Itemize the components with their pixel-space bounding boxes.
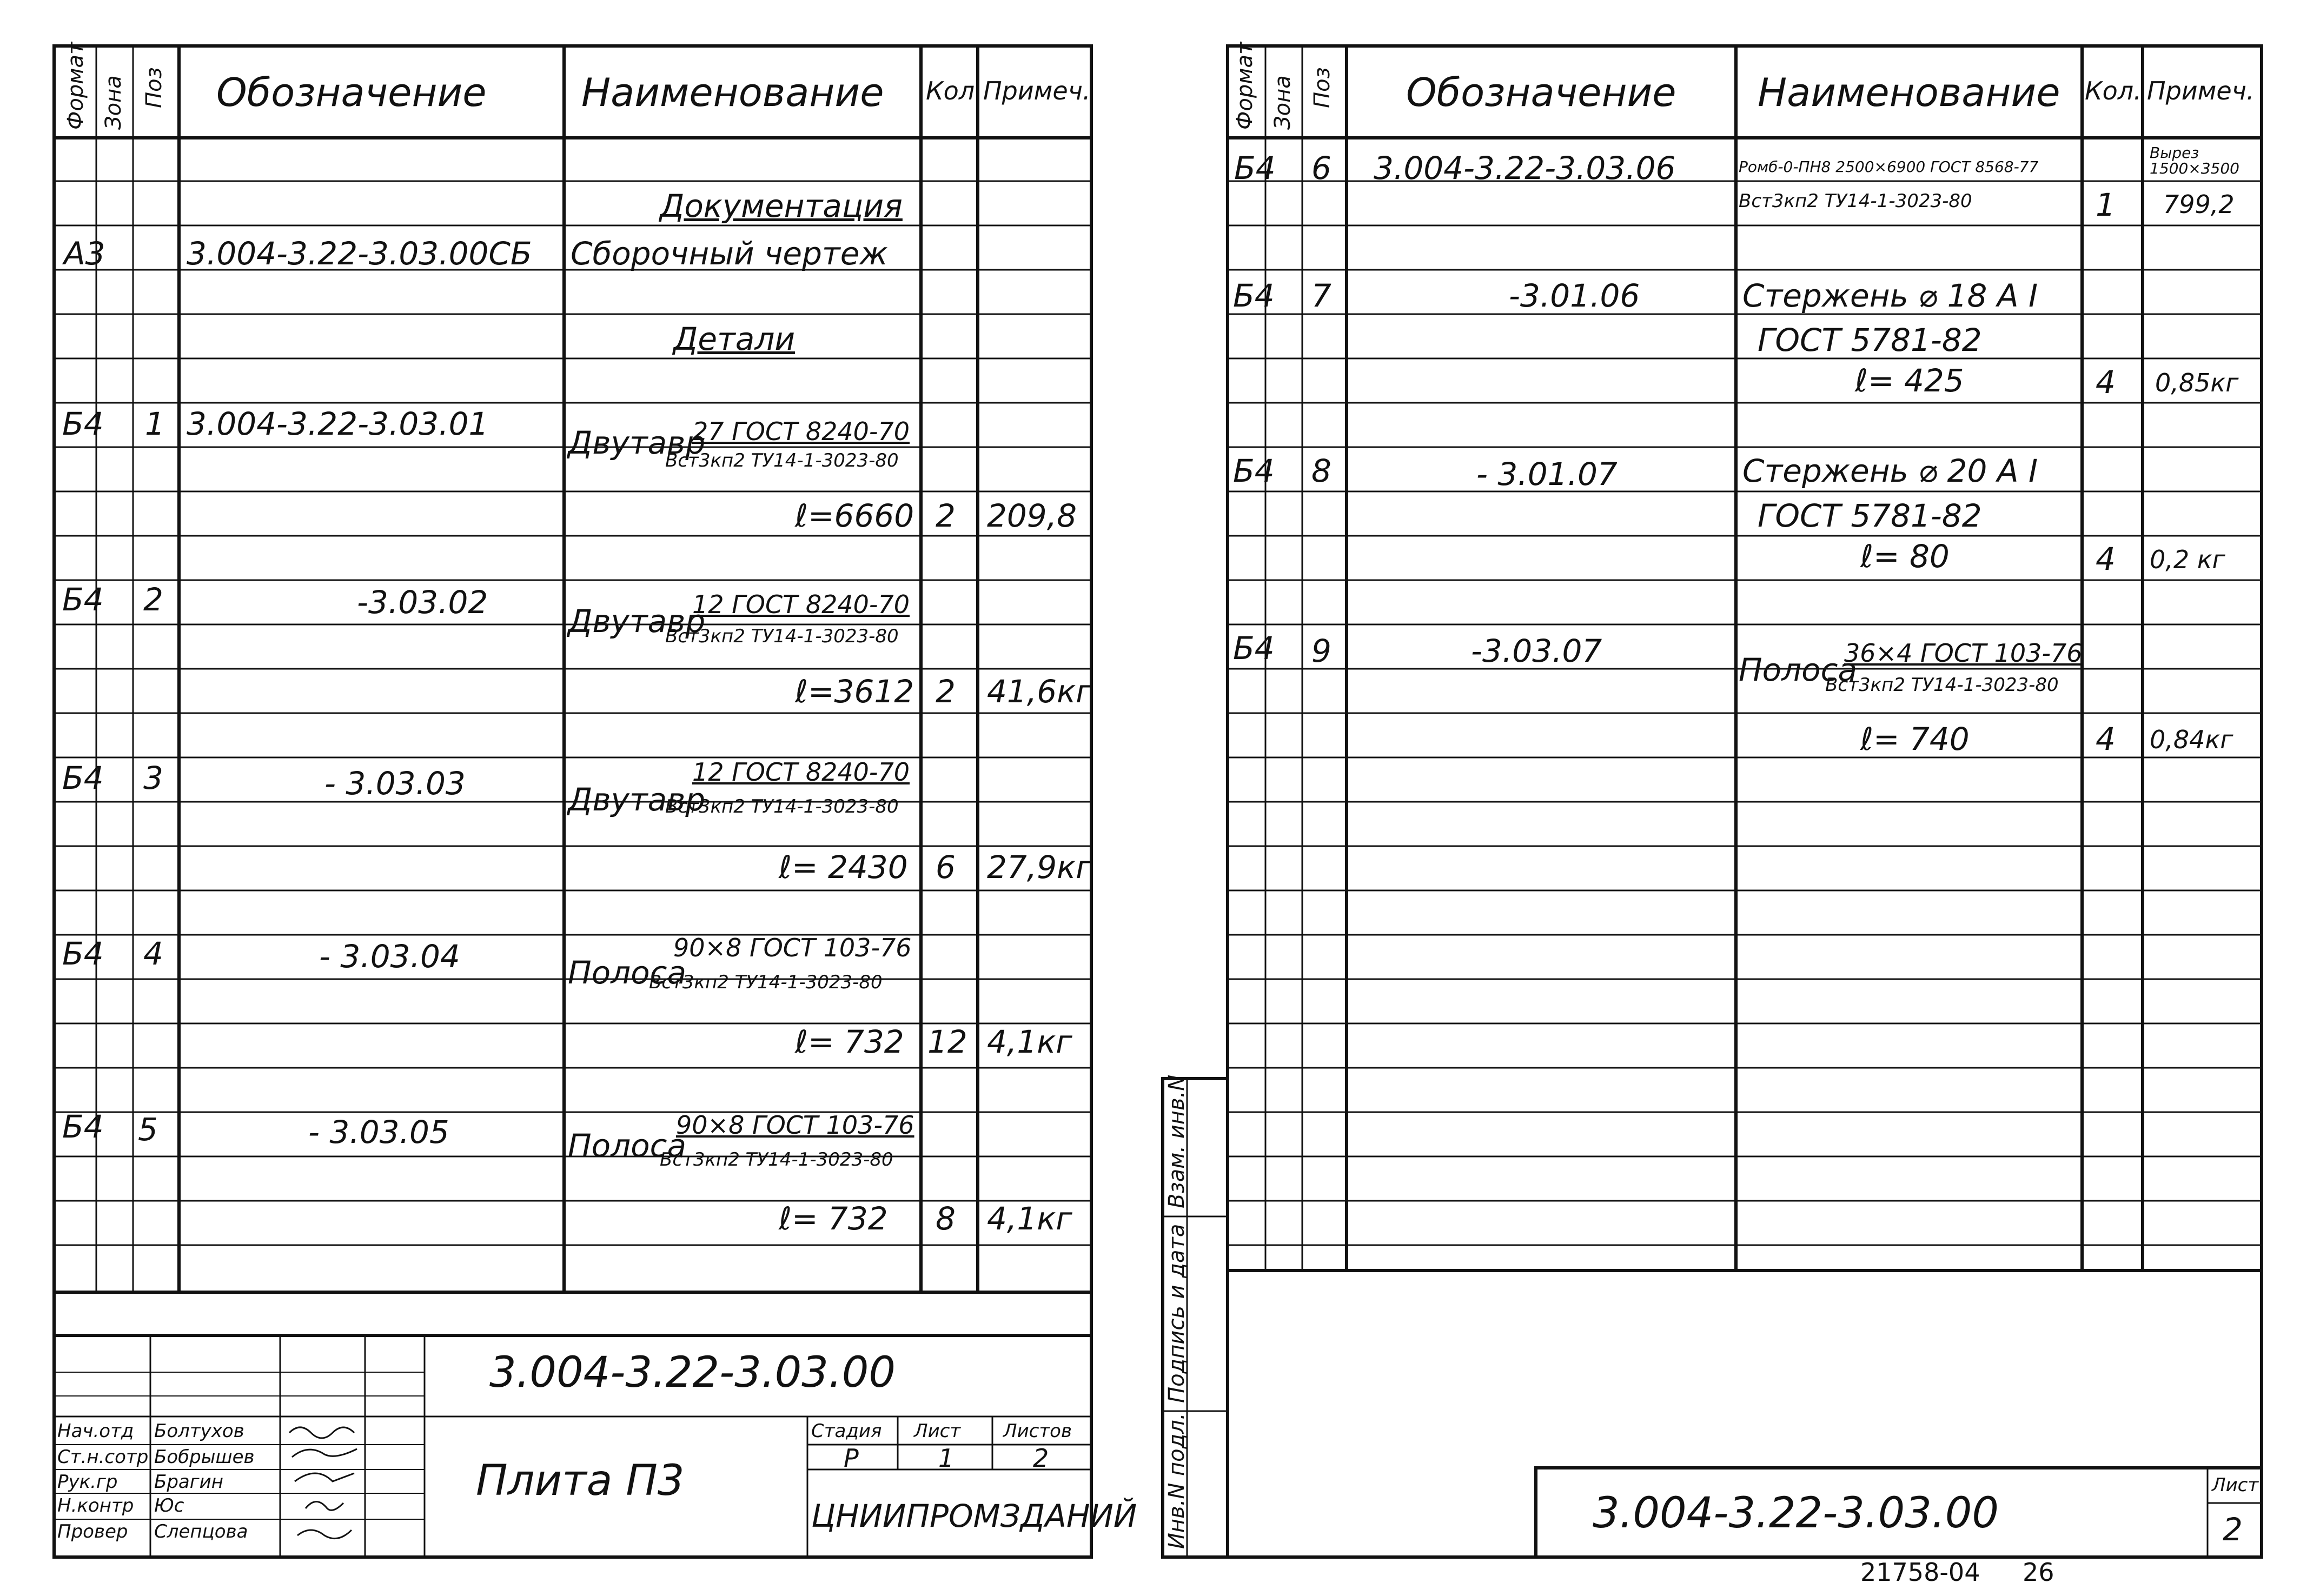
doc-format: А3: [64, 235, 105, 272]
item-pos: 7: [1311, 277, 1331, 314]
role-label: Н.контр: [57, 1495, 134, 1517]
item-spec: 90×8 ГОСТ 103-76: [673, 933, 912, 962]
signatures-image: [284, 1419, 365, 1554]
item-format: Б4: [1234, 150, 1276, 187]
item-qty: 4: [2096, 721, 2116, 757]
item-spec: 27 ГОСТ 8240-70: [692, 417, 910, 446]
item-format: Б4: [1233, 630, 1275, 667]
item-spec: 90×8 ГОСТ 103-76: [676, 1110, 914, 1140]
original-inv-label: Инв.N подл.: [1164, 1413, 1189, 1549]
header-name: Наименование: [581, 70, 884, 115]
header-format: Формат: [63, 42, 88, 130]
item-note-cutout: Вырез 1500×3500: [2150, 144, 2239, 178]
item-format: Б4: [62, 581, 104, 618]
item-length: ℓ= 732: [795, 1023, 904, 1060]
item-designation: -3.03.02: [357, 584, 488, 621]
item-length: ℓ= 732: [779, 1200, 888, 1237]
item-std: ГОСТ 5781-82: [1758, 497, 1982, 534]
section-parts: Детали: [673, 321, 796, 357]
item-note: 0,85кг: [2155, 368, 2239, 397]
item-designation: - 3.03.03: [324, 765, 466, 802]
item-format: Б4: [1233, 277, 1275, 314]
organization: ЦНИИПРОМЗДАНИЙ: [811, 1498, 1137, 1534]
item-note: 27,9кг: [987, 849, 1092, 886]
sheets-label: Листов: [1003, 1420, 1072, 1442]
signature-date-label: Подпись и дата: [1164, 1223, 1189, 1403]
header-designation: Обозначение: [1406, 70, 1676, 115]
item-length: ℓ= 425: [1855, 362, 1964, 399]
item-designation: -3.01.06: [1509, 277, 1640, 314]
item-qty: 4: [2096, 364, 2116, 401]
sheet-value: 2: [2223, 1511, 2243, 1548]
sheet-label: Лист: [914, 1420, 961, 1442]
header-designation: Обозначение: [216, 70, 487, 115]
item-spec: 12 ГОСТ 8240-70: [692, 590, 910, 619]
item-pos: 8: [1311, 453, 1331, 489]
item-length: ℓ=3612: [795, 673, 914, 710]
item-length: ℓ= 740: [1860, 721, 1970, 757]
page-number: 26: [2023, 1558, 2054, 1587]
doc-number: 3.004-3.22-3.03.00: [489, 1348, 896, 1397]
section-documentation: Документация: [660, 188, 903, 224]
doc-name: Сборочный чертеж: [571, 235, 888, 272]
item-name: Ромб-0-ПН8 2500×6900 ГОСТ 8568-77: [1739, 158, 2039, 176]
item-pos: 1: [145, 405, 165, 442]
item-note: 4,1кг: [987, 1200, 1072, 1237]
doc-number: 3.004-3.22-3.03.00: [1593, 1489, 1999, 1538]
role-label: Провер: [57, 1521, 128, 1542]
sheet-label: Лист: [2212, 1474, 2259, 1496]
item-spec: 12 ГОСТ 8240-70: [692, 757, 910, 787]
header-qty: Кол.: [926, 76, 983, 105]
person-name: Бобрышев: [154, 1446, 255, 1468]
item-note: 209,8: [987, 497, 1077, 534]
item-pos: 4: [143, 935, 163, 972]
header-zone: Зона: [101, 75, 126, 130]
role-label: Рук.гр: [57, 1471, 118, 1493]
item-pos: 2: [143, 581, 163, 618]
item-pos: 3: [143, 760, 163, 796]
item-designation: -3.03.07: [1471, 633, 1602, 669]
item-note: 0,2 кг: [2150, 545, 2225, 574]
item-length: ℓ= 80: [1860, 538, 1950, 575]
sheet-value: 1: [938, 1444, 955, 1473]
item-format: Б4: [1233, 453, 1275, 489]
item-designation: - 3.03.04: [319, 938, 460, 975]
header-zone: Зона: [1270, 75, 1295, 130]
item-note: 799,2: [2163, 190, 2235, 219]
item-material: Вст3кп2 ТУ14-1-3023-80: [660, 1149, 893, 1171]
item-name: Полоса: [568, 1127, 687, 1164]
item-note: 0,84кг: [2150, 725, 2233, 754]
header-pos: Поз: [142, 67, 167, 108]
sheets-value: 2: [1033, 1444, 1049, 1473]
item-format: Б4: [62, 405, 104, 442]
doc-designation: 3.004-3.22-3.03.00СБ: [187, 235, 532, 272]
person-name: Болтухов: [154, 1420, 244, 1442]
item-name: Двутавр: [568, 424, 706, 461]
item-qty: 2: [936, 497, 956, 534]
item-note: 4,1кг: [987, 1023, 1072, 1060]
item-std: ГОСТ 5781-82: [1758, 322, 1982, 358]
item-qty: 2: [936, 673, 956, 710]
person-name: Юс: [154, 1495, 184, 1517]
item-qty: 1: [2096, 187, 2116, 223]
item-name: Полоса: [1739, 651, 1858, 688]
right-sheet-grid: [1163, 46, 2262, 1557]
item-designation: 3.004-3.22-3.03.01: [187, 405, 489, 442]
item-pos: 6: [1311, 150, 1331, 187]
item-name: Стержень ⌀ 20 А I: [1742, 453, 2038, 489]
drawing-title: Плита П3: [476, 1457, 685, 1505]
item-designation: 3.004-3.22-3.03.06: [1374, 150, 1676, 187]
header-pos: Поз: [1310, 67, 1335, 108]
item-material: Вст3кп2 ТУ14-1-3023-80: [665, 450, 899, 471]
item-name: Двутавр: [568, 781, 706, 818]
header-qty: Кол.: [2085, 76, 2142, 105]
header-format: Формат: [1232, 42, 1257, 130]
item-qty: 6: [936, 849, 956, 886]
stage-value: Р: [844, 1444, 859, 1473]
role-label: Ст.н.сотр: [57, 1446, 149, 1468]
item-name: Полоса: [568, 954, 687, 991]
item-name: Стержень ⌀ 18 А I: [1742, 277, 2038, 314]
header-note: Примеч.: [983, 76, 1091, 105]
person-name: Слепцова: [154, 1521, 248, 1542]
item-format: Б4: [62, 1108, 104, 1145]
item-qty: 12: [927, 1023, 967, 1060]
item-name: Двутавр: [568, 603, 706, 640]
item-length: ℓ= 2430: [779, 849, 908, 886]
header-name: Наименование: [1758, 70, 2060, 115]
item-material: Вст3кп2 ТУ14-1-3023-80: [1739, 190, 1972, 212]
item-spec: 36×4 ГОСТ 103-76: [1844, 639, 2083, 668]
item-qty: 8: [936, 1200, 956, 1237]
item-pos: 9: [1311, 633, 1331, 669]
person-name: Брагин: [154, 1471, 223, 1493]
item-format: Б4: [62, 760, 104, 796]
item-designation: - 3.01.07: [1476, 456, 1618, 493]
item-designation: - 3.03.05: [308, 1114, 449, 1151]
item-note: 41,6кг: [987, 673, 1092, 710]
archive-number: 21758-04: [1860, 1558, 1980, 1587]
role-label: Нач.отд: [57, 1420, 134, 1442]
item-material: Вст3кп2 ТУ14-1-3023-80: [665, 796, 899, 817]
item-material: Вст3кп2 ТУ14-1-3023-80: [649, 972, 883, 993]
item-format: Б4: [62, 935, 104, 972]
replaced-inv-label: Взам. инв.N: [1164, 1074, 1189, 1208]
item-pos: 5: [138, 1111, 158, 1148]
stage-label: Стадия: [811, 1420, 882, 1442]
header-note: Примеч.: [2147, 76, 2255, 105]
item-material: Вст3кп2 ТУ14-1-3023-80: [1825, 674, 2059, 696]
item-qty: 4: [2096, 541, 2116, 577]
item-material: Вст3кп2 ТУ14-1-3023-80: [665, 626, 899, 647]
item-length: ℓ=6660: [795, 497, 914, 534]
